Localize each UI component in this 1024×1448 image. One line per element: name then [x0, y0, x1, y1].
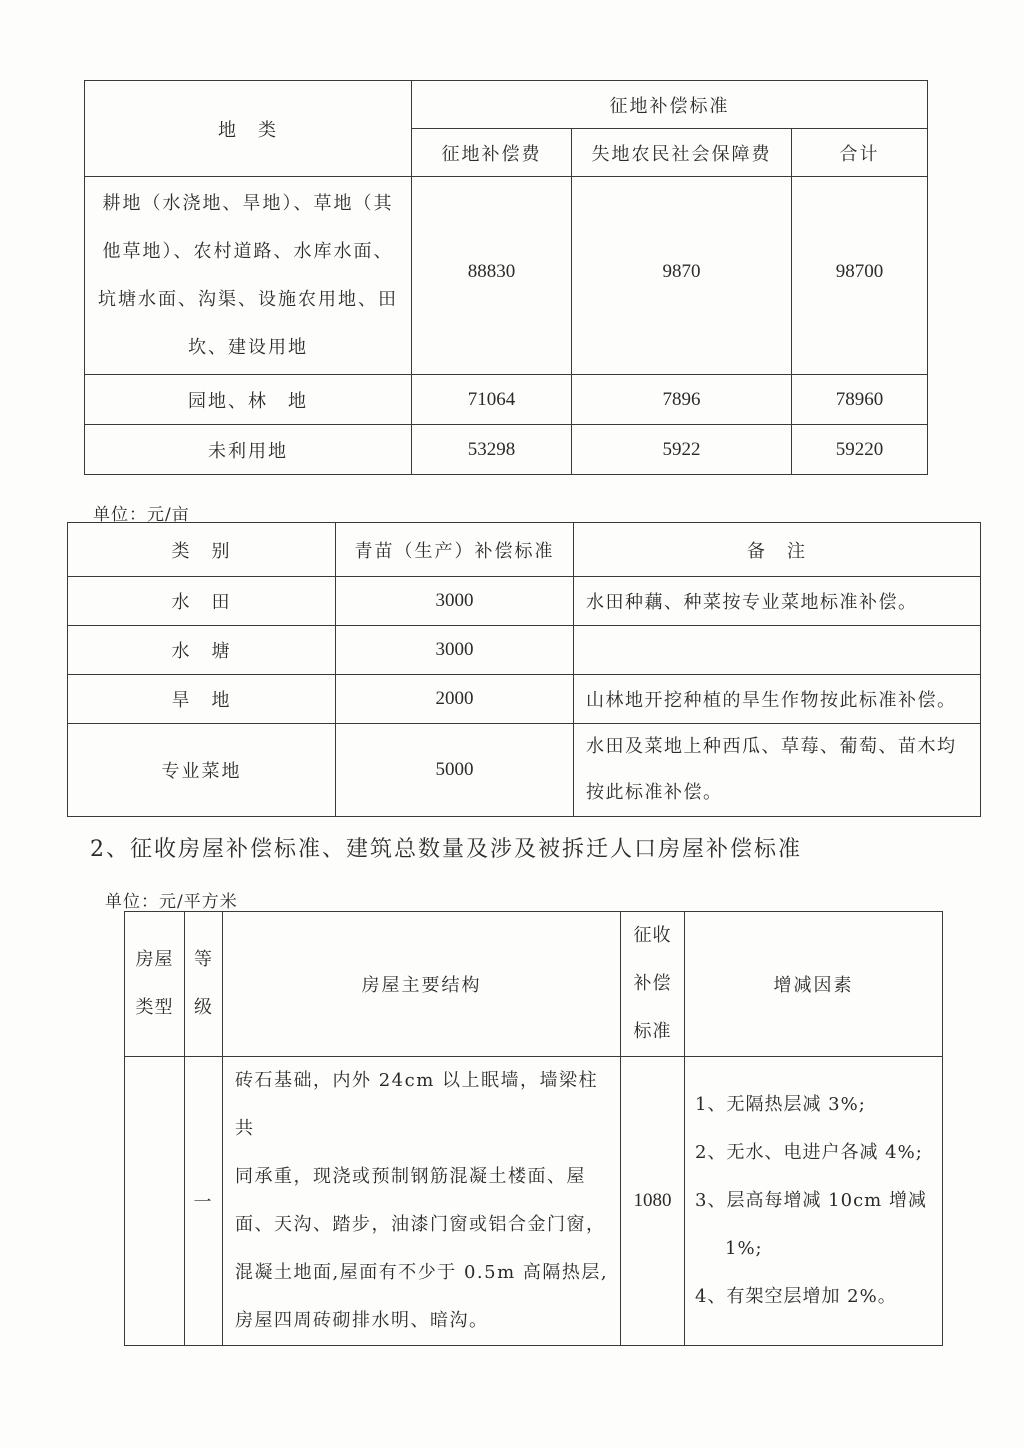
- header-compensation-fee: 征地补偿费: [412, 129, 572, 177]
- header-category: 类 别: [68, 523, 336, 577]
- table-row: [125, 1057, 943, 1346]
- header-line: 级: [194, 997, 213, 1018]
- header-line: 房屋: [135, 949, 174, 970]
- section-heading: 2、征收房屋补偿标准、建筑总数量及涉及被拆迁人口房屋补偿标准: [90, 837, 802, 862]
- header-line: 补偿: [633, 973, 672, 994]
- standard-cell: 3000: [336, 577, 574, 626]
- compensation-fee-cell: 71064: [412, 375, 572, 425]
- header-land-type: 地 类: [85, 81, 412, 177]
- social-security-cell: 5922: [572, 425, 792, 475]
- structure-line: 同承重，现浇或预制钢筋混凝土楼面、屋: [235, 1166, 586, 1187]
- table-row: [85, 425, 928, 475]
- social-security-cell: 7896: [572, 375, 792, 425]
- land-type-line: 耕地（水浇地、旱地）、草地（其: [102, 192, 394, 214]
- factor-line: 2、无水、电进户各减 4%;: [695, 1142, 923, 1163]
- social-security-cell: 9870: [572, 177, 792, 375]
- table-row: [85, 177, 928, 375]
- header-total: 合计: [792, 129, 928, 177]
- land-type-cell: [85, 177, 412, 375]
- crop-compensation-table: [67, 522, 981, 817]
- structure-line: 房屋四周砖砌排水明、暗沟。: [235, 1310, 489, 1331]
- standard-cell: 3000: [336, 626, 574, 675]
- header-house-type: [125, 912, 185, 1057]
- compensation-fee-cell: 53298: [412, 425, 572, 475]
- remarks-cell: [574, 626, 981, 675]
- category-cell: 旱 地: [68, 675, 336, 724]
- header-line: 等: [194, 949, 213, 970]
- header-remarks: 备 注: [574, 523, 981, 577]
- land-compensation-table: [84, 80, 928, 475]
- land-type-cell: 未利用地: [85, 425, 412, 475]
- unit-label: 单位：元/平方米: [105, 892, 238, 912]
- table-row: [68, 577, 981, 626]
- grade-cell: 一: [185, 1057, 223, 1346]
- remarks-cell: 水田种藕、种菜按专业菜地标准补偿。: [574, 577, 981, 626]
- table-row: [85, 375, 928, 425]
- remarks-cell: [574, 724, 981, 817]
- header-line: 标准: [633, 1021, 672, 1042]
- total-cell: 78960: [792, 375, 928, 425]
- factor-line: 1、无隔热层减 3%;: [695, 1094, 866, 1115]
- structure-cell: [223, 1057, 621, 1346]
- table-row: [68, 626, 981, 675]
- total-cell: 98700: [792, 177, 928, 375]
- factors-cell: [685, 1057, 943, 1346]
- category-cell: 水 田: [68, 577, 336, 626]
- header-crop-standard: 青苗（生产）补偿标准: [336, 523, 574, 577]
- header-line: 类型: [135, 997, 174, 1018]
- unit-label: 单位：元/亩: [93, 505, 190, 525]
- house-type-cell: [125, 1057, 185, 1346]
- factor-line: 1%;: [725, 1238, 763, 1259]
- factor-line: 3、层高每增减 10cm 增减: [695, 1190, 927, 1211]
- header-line: 征收: [633, 925, 672, 946]
- standard-cell: 1080: [621, 1057, 685, 1346]
- header-structure: 房屋主要结构: [223, 912, 621, 1057]
- remarks-cell: 山林地开挖种植的旱生作物按此标准补偿。: [574, 675, 981, 724]
- structure-line: 混凝土地面,屋面有不少于 0.5m 高隔热层,: [235, 1262, 609, 1283]
- land-type-line: 他草地）、农村道路、水库水面、: [102, 240, 394, 262]
- land-type-cell: 园地、林 地: [85, 375, 412, 425]
- header-standard: [621, 912, 685, 1057]
- land-type-line: 坎、建设用地: [188, 336, 308, 358]
- compensation-fee-cell: 88830: [412, 177, 572, 375]
- category-cell: 水 塘: [68, 626, 336, 675]
- standard-cell: 2000: [336, 675, 574, 724]
- header-compensation-standard: 征地补偿标准: [412, 81, 928, 129]
- total-cell: 59220: [792, 425, 928, 475]
- structure-line: 面、天沟、踏步，油漆门窗或铝合金门窗，: [235, 1214, 606, 1235]
- remarks-line: 水田及菜地上种西瓜、草莓、葡萄、苗木均: [586, 736, 957, 757]
- remarks-line: 按此标准补偿。: [586, 782, 723, 803]
- land-type-line: 坑塘水面、沟渠、设施农用地、田: [98, 288, 398, 310]
- standard-cell: 5000: [336, 724, 574, 817]
- table-row: [68, 675, 981, 724]
- table-row: [68, 724, 981, 817]
- category-cell: 专业菜地: [68, 724, 336, 817]
- house-compensation-table: [124, 911, 943, 1346]
- header-factors: 增减因素: [685, 912, 943, 1057]
- structure-line: 砖石基础，内外 24cm 以上眠墙，墙梁柱共: [235, 1070, 598, 1139]
- factor-line: 4、有架空层增加 2%。: [695, 1286, 897, 1307]
- header-social-security-fee: 失地农民社会保障费: [572, 129, 792, 177]
- header-grade: [185, 912, 223, 1057]
